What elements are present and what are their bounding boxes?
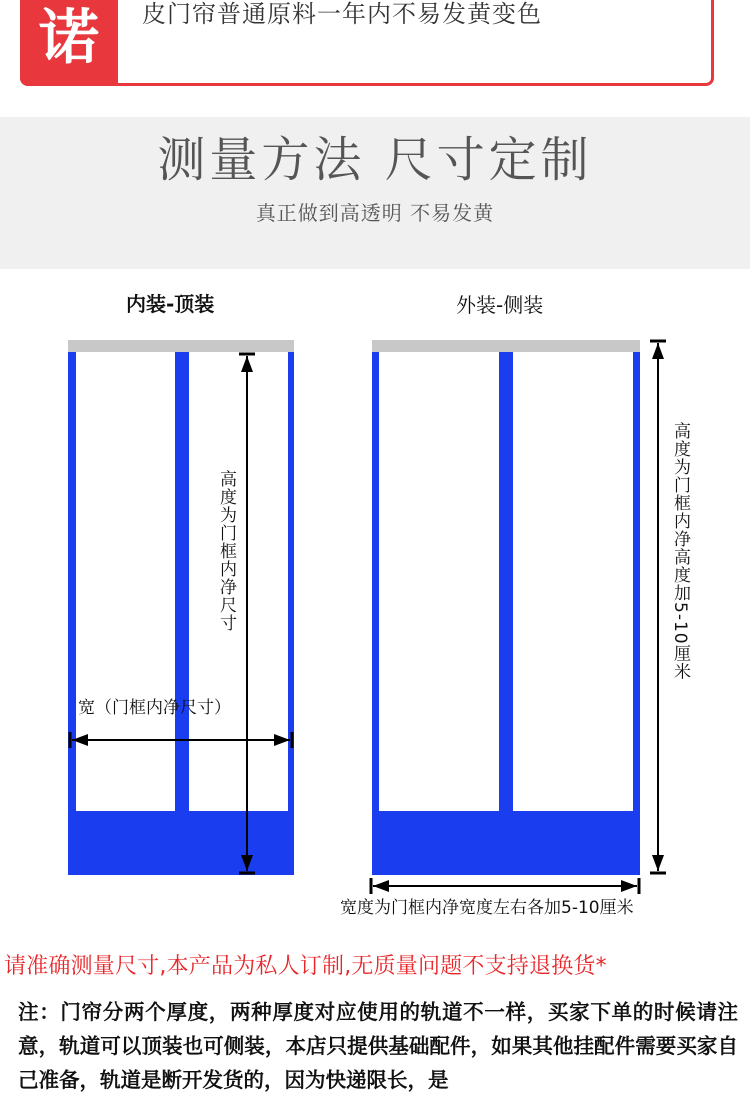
outer-strip-gap-right — [513, 352, 633, 811]
outer-width-note: 宽度为门框内净宽度左右各加5-10厘米 — [340, 898, 634, 918]
page-title: 测量方法 尺寸定制 — [157, 132, 593, 188]
outer-width-arrow — [369, 876, 641, 896]
promise-text: 皮门帘普通原料一年内不易发黄变色 — [142, 0, 542, 28]
inner-height-note: 高度为门框内净尺寸 — [216, 470, 236, 632]
install-note: 注：门帘分两个厚度，两种厚度对应使用的轨道不一样，买家下单的时候请注意，轨道可以顶装也可侧装，本店只提供基础配件，如果其他挂配件需要买家自己准备，轨道是断开发货的，因为快递限长，是 — [18, 1000, 738, 1092]
outer-height-note: 高度为门框内净高度加5-10厘米 — [670, 422, 690, 681]
outer-strip-gap-left — [379, 352, 499, 811]
inner-width-note: 宽（门框内净尺寸） — [78, 698, 231, 718]
inner-install-label: 内装-顶装 — [126, 292, 215, 316]
inner-top-rail — [68, 340, 294, 352]
outer-height-arrow — [647, 339, 669, 876]
outer-install-label: 外装-侧装 — [456, 293, 544, 317]
inner-height-arrow — [236, 352, 258, 876]
page-subtitle: 真正做到高透明 不易发黄 — [255, 201, 495, 225]
refund-warning: 请准确测量尺寸,本产品为私人订制,无质量问题不支持退换货* — [4, 954, 607, 979]
inner-width-arrow — [68, 730, 294, 750]
outer-top-rail — [372, 340, 640, 352]
promise-badge: 诺 — [20, 0, 118, 86]
